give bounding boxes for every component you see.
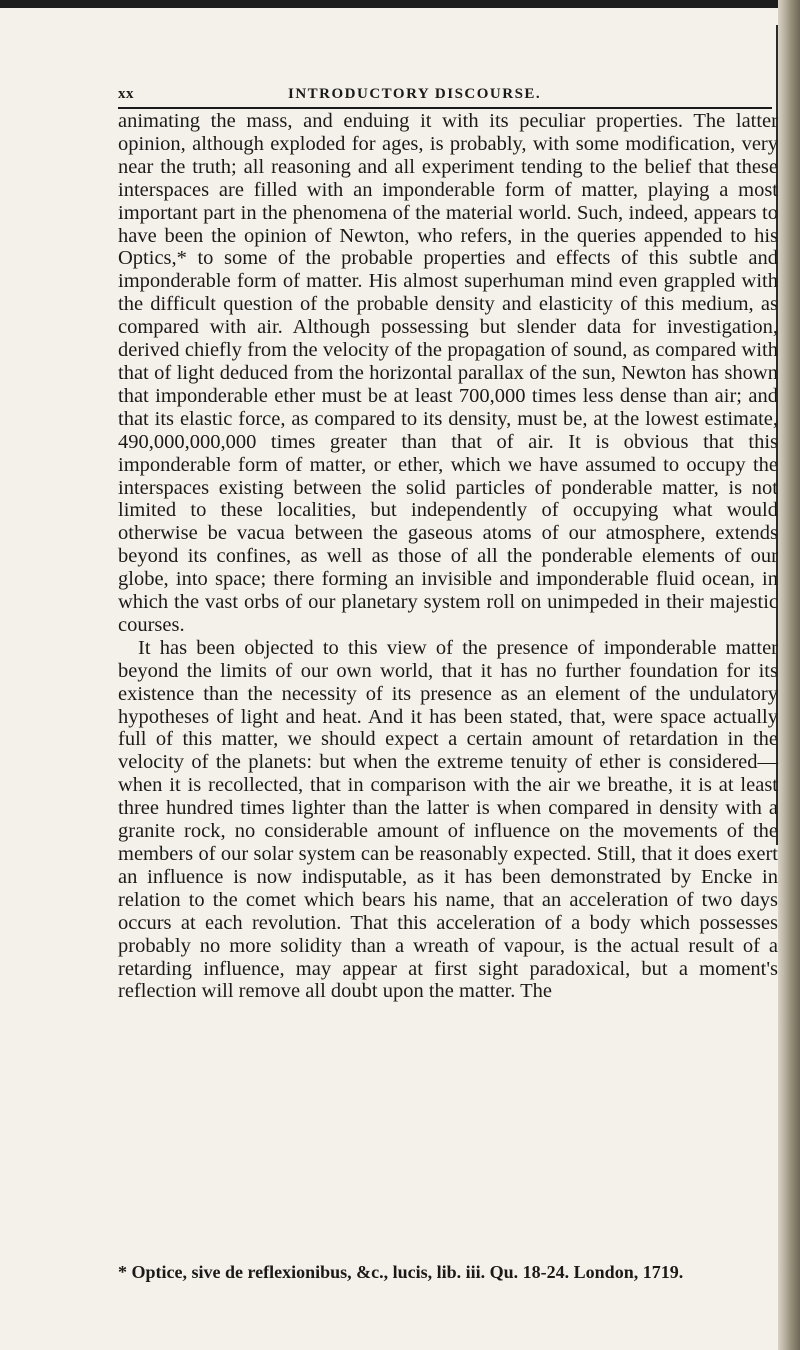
running-header [118, 86, 772, 108]
scan-top-border [0, 0, 800, 8]
paragraph: animating the mass, and enduing it with its peculiar properties. The latter opinion, although exploded for ages, is probably, with some modification, very near the truth; all reasoning and all experiment tending to the belief that these interspaces are filled with an imponderable form of matter, playing a most important part in the phenomena of the material world. Such, indeed, appears to have been the opinion of Newton, who refers, in the queries appended to his Optics,* to some of the probable properties and effects of this subtle and imponderable form of matter. His almost superhuman mind even grappled with the difficult question of the probable density and elasticity of this medium, as compared with air. Although possessing but slender data for investigation, derived chiefly from the velocity of the propagation of sound, as compared with that of light deduced from the horizontal parallax of the sun, Newton has shown that imponderable ether must be at least 700,000 times less dense than air; and that its elastic force, as compared to its density, must be, at the lowest estimate, 490,000,000,000 times greater than that of air. It is obvious that this imponderable form of matter, or ether, which we have assumed to occupy the interspaces existing between the solid particles of ponderable matter, is not limited to these localities, but independently of occupying what would otherwise be vacua between the gaseous atoms of our atmosphere, extends beyond its confines, as well as those of all the ponderable elements of our globe, into space; there forming an invisible and imponderable fluid ocean, in which the vast orbs of our planetary system roll on unimpeded in their majestic courses. [118, 110, 778, 636]
header-rule [118, 107, 772, 109]
main-text [118, 110, 778, 1003]
page-edge [778, 0, 800, 1350]
page-number: xx [118, 86, 134, 102]
paragraph: It has been objected to this view of the presence of imponderable matter beyond the limits of our own world, that it has no further foundation for its existence than the necessity of its presence as an element of the undulatory hypotheses of light and heat. And it has been stated, that, were space actually full of this matter, we should expect a certain amount of retardation in the velocity of the planets: but when the extreme tenuity of ether is considered—when it is recollected, that in comparison with the air we breathe, it is at least three hundred times lighter than the latter is when compared in density with a granite rock, no considerable amount of influence on the movements of the members of our solar system can be reasonably expected. Still, that it does exert an influence is now indisputable, as it has been demonstrated by Encke in relation to the comet which bears his name, that an acceleration of two days occurs at each revolution. That this acceleration of a body which possesses probably no more solidity than a wreath of vapour, is the actual result of a retarding influence, may appear at first sight paradoxical, but a moment's reflection will remove all doubt upon the matter. The [118, 636, 778, 1003]
footnote: * Optice, sive de reflexionibus, &c., lucis, lib. iii. Qu. 18-24. London, 1719. [118, 1262, 684, 1282]
running-title: INTRODUCTORY DISCOURSE. [288, 86, 542, 102]
